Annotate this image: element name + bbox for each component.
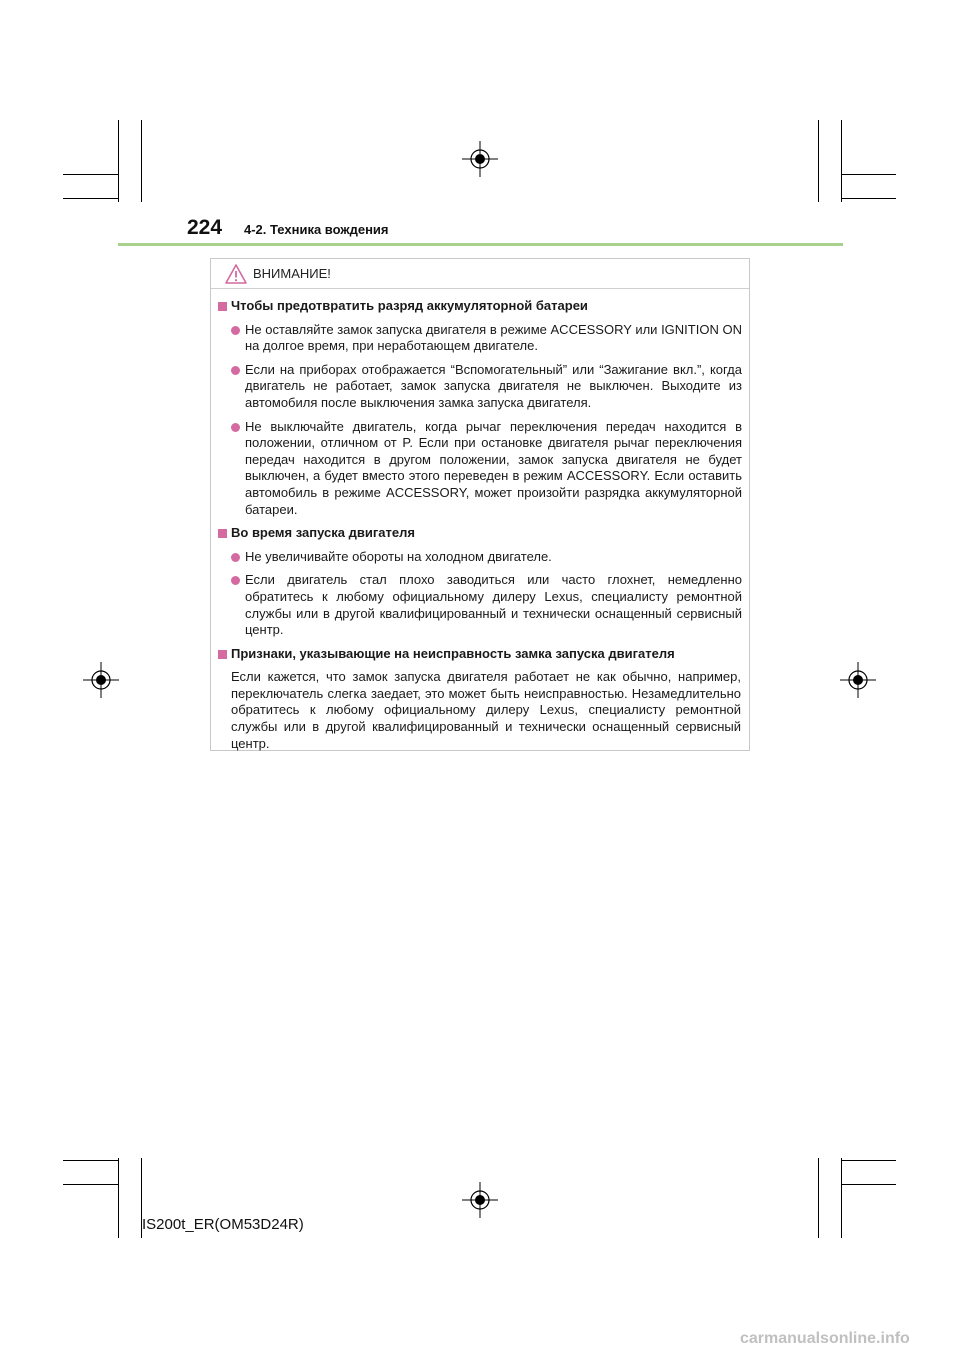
registration-mark-icon bbox=[462, 141, 498, 177]
square-bullet-icon bbox=[218, 650, 227, 659]
warning-body bbox=[211, 289, 749, 752]
warning-title: ВНИМАНИЕ! bbox=[253, 266, 331, 281]
crop-mark bbox=[841, 198, 896, 199]
round-bullet-icon bbox=[231, 366, 240, 375]
crop-mark bbox=[818, 120, 819, 202]
warning-box bbox=[210, 258, 750, 751]
square-bullet-icon bbox=[218, 529, 227, 538]
round-bullet-icon bbox=[231, 423, 240, 432]
section-heading-text: Признаки, указывающие на неисправность замка запуска двигателя bbox=[231, 645, 675, 661]
section-heading bbox=[218, 525, 742, 542]
crop-mark bbox=[141, 120, 142, 202]
list-item bbox=[218, 572, 742, 638]
list-item-text: Если двигатель стал плохо заводиться или часто глохнет, немедленно обратитесь к любому официальному дилеру Lexus, специалисту ремонтной службы или в другой квалифицированный и технически оснащенный сервисный центр. bbox=[245, 572, 742, 638]
list-item-text: Если на приборах отображается “Вспомогательный” или “Зажигание вкл.”, когда двигатель не работает, замок запуска двигателя не выключен. Выходите из автомобиля после выключения замка запуска двигателя. bbox=[245, 361, 742, 410]
crop-mark bbox=[841, 1158, 842, 1238]
registration-mark-icon bbox=[840, 662, 876, 698]
list-item bbox=[218, 362, 742, 412]
warning-triangle-icon bbox=[225, 264, 247, 284]
list-item-text: Не оставляйте замок запуска двигателя в режиме ACCESSORY или IGNITION ON на долгое время, при неработающем двигателе. bbox=[245, 321, 742, 354]
list-item bbox=[218, 322, 742, 355]
square-bullet-icon bbox=[218, 302, 227, 311]
section-heading-text: Во время запуска двигателя bbox=[231, 525, 415, 541]
crop-mark bbox=[841, 1184, 896, 1185]
section-title: 4-2. Техника вождения bbox=[244, 222, 389, 237]
warning-header bbox=[211, 259, 749, 289]
page-number: 224 bbox=[187, 216, 223, 239]
crop-mark bbox=[118, 120, 119, 202]
round-bullet-icon bbox=[231, 553, 240, 562]
crop-mark bbox=[818, 1158, 819, 1238]
header-divider bbox=[118, 243, 843, 246]
registration-mark-icon bbox=[462, 1182, 498, 1218]
crop-mark bbox=[841, 174, 896, 175]
round-bullet-icon bbox=[231, 326, 240, 335]
round-bullet-icon bbox=[231, 576, 240, 585]
crop-mark bbox=[63, 1160, 118, 1161]
crop-mark bbox=[841, 120, 842, 202]
section-paragraph: Если кажется, что замок запуска двигателя работает не как обычно, например, переключатель слегка заедает, это может быть неисправностью. Незамедлительно обратитесь к любому официальному дилеру Lexus, специалисту ремонтной службы или в другой квалифицированный и технически оснащенный сервисный центр. bbox=[231, 669, 741, 751]
registration-mark-icon bbox=[83, 662, 119, 698]
list-item bbox=[218, 419, 742, 519]
watermark: carmanualsonline.info bbox=[740, 1330, 910, 1347]
crop-mark bbox=[63, 198, 118, 199]
crop-mark bbox=[63, 1184, 118, 1185]
list-item bbox=[218, 549, 742, 566]
document-code: IS200t_ER(OM53D24R) bbox=[142, 1216, 304, 1233]
section-heading bbox=[218, 298, 742, 315]
section-heading bbox=[218, 646, 742, 663]
list-item-text: Не выключайте двигатель, когда рычаг переключения передач находится в положении, отличном от P. Если при остановке двигателя рычаг переключения передач находится в другом положении, замок запуска двигателя не будет выключен, а будет вместо этого переведен в режим ACCESSORY. Если оставить автомобиль в режиме ACCESSORY, может произойти разрядка аккумуляторной батареи. bbox=[245, 418, 742, 517]
list-item-text: Не увеличивайте обороты на холодном двигателе. bbox=[245, 548, 552, 564]
crop-mark bbox=[841, 1160, 896, 1161]
crop-mark bbox=[118, 1158, 119, 1238]
crop-mark bbox=[63, 174, 118, 175]
section-heading-text: Чтобы предотвратить разряд аккумуляторной батареи bbox=[231, 298, 588, 313]
